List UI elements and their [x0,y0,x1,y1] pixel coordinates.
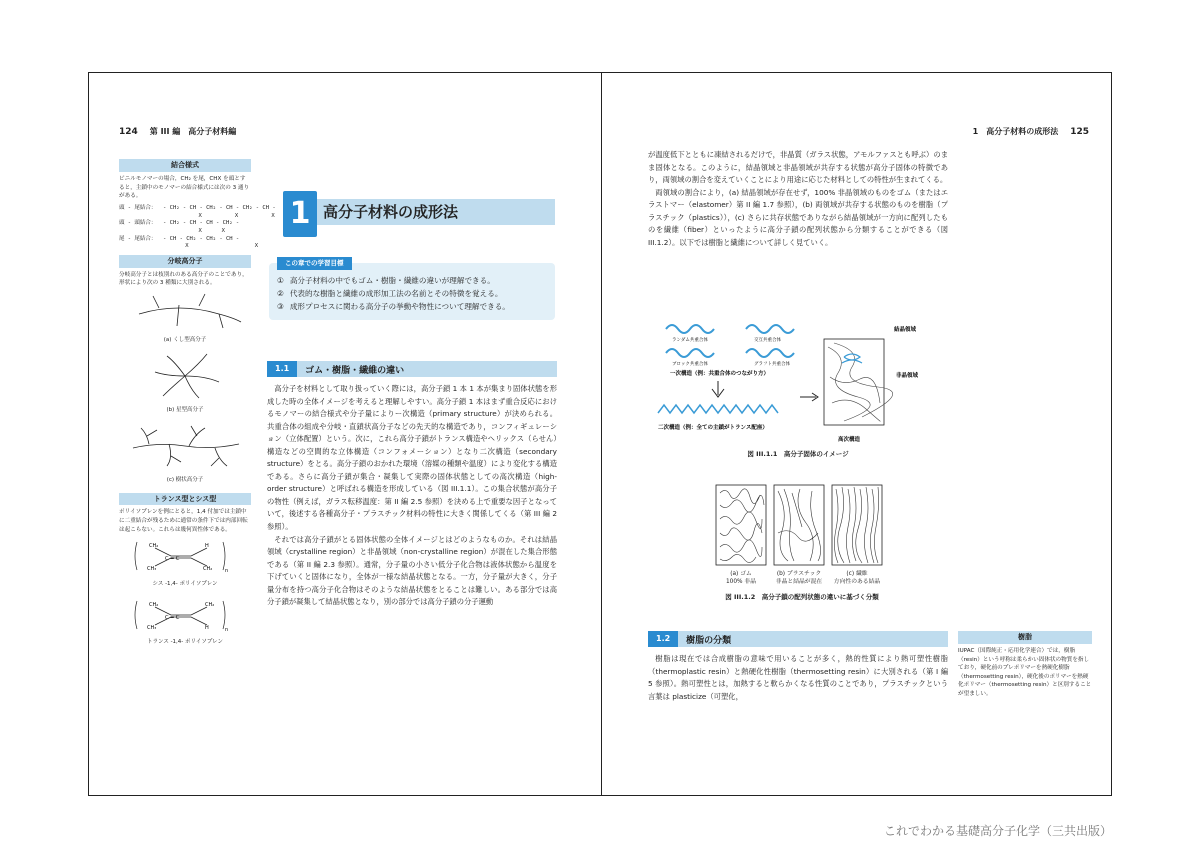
right-page [602,73,1113,795]
figure-caption: 図 III.1.1 高分子固体のイメージ [747,450,849,458]
sidebar-text: IUPAC（国際純正・応用化学連合）では，樹脂（resin）という呼称は柔らかい固体状の物質を指しており，硬化前のプレポリマーを熱硬化樹脂（thermosetting resin），硬化後のポリマーを熱硬化ポリマー（thermosetting resin）と区別することが望ましい。 [958,647,1092,698]
comb-polymer-figure [119,292,251,330]
chapter-heading [271,191,555,237]
section-title: 樹脂の分類 [686,635,732,646]
right-body [648,149,948,249]
page-number: 124 [119,126,138,137]
right-sidebar [958,631,1092,703]
svg-text:n: n [225,568,229,575]
svg-text:CH₂: CH₂ [205,601,215,608]
svg-text:ランダム共重合体: ランダム共重合体 [672,338,708,343]
svg-text:C = C: C = C [165,614,180,621]
svg-text:CH₂: CH₂ [149,543,159,550]
section-number: 1.2 [648,631,678,647]
cis-polyisoprene-structure [119,538,251,574]
body-paragraph: が温度低下とともに凍結されるだけで，非晶質（ガラス状態，アモルファスとも呼ぶ）のまま固体となる。このように，結晶領域と非晶領域が共存する状態が高分子固体の特徴であり，両領域の割合を変えていくことにより用途に応じた材料としての特性が生まれてくる。 [648,150,948,185]
section-1-1 [267,361,557,609]
body-paragraph: それでは高分子鎖がとる固体状態の全体イメージとはどのようなものか。それは結晶領域（crystalline region）と非晶領域（non-crystalline region）が混在した集合形態である（第 II 編 2.3 参照）。通常，分子量の小さい低分子化合物は液体状態から温度を下げていくと固体になり，全体が一様な結晶状態となる。一方，分子量が大きく，分子量分布を持つ高分子化合物はそのような結晶状態をとることは難しい。ある部分では高分子鎖が凝集して結晶状態となり，別の部分では高分子鎖の分子運動 [267,534,557,607]
sidebar-head: 樹脂 [958,631,1092,644]
left-header [119,126,236,137]
sidebar-text: 分岐高分子とは枝別れのある高分子のことであり，形状により次の 3 種類に大別される。 [119,271,248,287]
svg-text:一次構造（例：共重合体のつながり方）: 一次構造（例：共重合体のつながり方） [670,371,770,377]
page-number: 125 [1070,126,1089,137]
sidebar-head: 分岐高分子 [119,255,251,268]
goal-item: ② 代表的な樹脂と繊維の成形加工法の名前とその特徴を覚える。 [277,288,503,298]
running-head: 第 III 編 高分子材料編 [149,127,237,136]
figure-caption: (a) くし型高分子 [163,336,207,343]
svg-text:高次構造: 高次構造 [838,437,861,443]
body-paragraph: 両領域の割合により，(a) 結晶領域が存在せず，100% 非晶領域のものをゴム（またはエラストマー（elastomer）第 II 編 1.7 参照），(b) 両領域が共存する状態のものを樹脂（プラスチック（plastics）），(c) さらに共存状態でありながら結晶領域が一方向に配列したものを繊維（fiber）といったように高分子鎖の配列状態から分類することができる（図 III.1.2）。以下では樹脂と繊維について詳しく見ていく。 [648,187,948,247]
section-number: 1.1 [267,361,297,377]
running-head: 1 高分子材料の成形法 [972,127,1059,136]
svg-text:H: H [205,624,209,631]
section-heading [648,631,948,647]
svg-text:C = C: C = C [165,556,180,563]
svg-text:二次構造（例：全ての主鎖がトランス配座）: 二次構造（例：全ての主鎖がトランス配座） [658,425,768,431]
figure-1-2 [712,483,892,601]
left-page [89,73,601,795]
sidebar-head: トランス型とシス型 [119,493,251,506]
svg-text:CH₂: CH₂ [149,601,159,608]
section-1-2 [648,631,948,703]
goal-item: ① 高分子材料の中でもゴム・樹脂・繊維の違いが理解できる。 [277,276,495,285]
svg-text:CH₂: CH₂ [203,566,213,573]
left-sidebar [119,159,276,655]
goal-item: ③ 成形プロセスに関わる高分子の挙動や物性について理解できる。 [277,301,510,311]
figure-caption: (b) 星型高分子 [166,406,204,413]
svg-text:CH₃: CH₃ [147,566,157,573]
body-paragraph: 高分子を材料として取り扱っていく際には，高分子鎖 1 本 1 本が集まり固体状態を形成した時の全体イメージを考えると理解しやすい。高分子鎖 1 本はまず重合反応におけるモノマーの結合様式や分子量によりー次構造（primary structure）が決められる。共重合体の組成や分岐・直鎖状高分子などの先天的な構造であり，コンフィギュレーション（立体配置）という。次に，これら高分子鎖がトランス構造やヘリックス（らせん）構造などの空間的な立体構造（コンフォメーション）となり二次構造（secondary structure）をとる。高分子鎖のおかれた環境（溶媒の種類や温度）により変化する構造である。さらに高分子鎖が集合・凝集して実際の固体状態としての高次構造（high-order structure）と呼ばれる構造を形成している（図 III.1.1）。この集合状態が高分子の物性（例えば，ガラス転移温度：第 II 編 2.5 参照）を決める上で重要な因子となっていて，後述する各種高分子・プラスチック材料の特性に大きく関係してくる（第 III 編 2 参照）。 [267,384,557,532]
figure-1-1 [648,317,948,463]
body-paragraph: 樹脂は現在では合成樹脂の意味で用いることが多く，熱的性質により熱可塑性樹脂（thermoplastic resin）と熱硬化性樹脂（thermosetting resin）に大別される（第 I 編 5 参照）。熱可塑性とは，加熱すると軟らかくなる性質のことであり，プラスチックという言葉は plasticize（可塑化， [648,654,948,701]
right-header [973,126,1089,137]
svg-text:CH₃: CH₃ [147,624,157,631]
figure-caption: シス -1,4- ポリイソプレン [152,581,218,588]
chapter-number: 1 [283,191,317,237]
svg-text:n: n [225,626,229,633]
footer-credit: これでわかる基礎高分子化学（三共出版） [883,824,1112,838]
svg-text:グラフト共重合体: グラフト共重合体 [754,362,790,367]
svg-text:ブロック共重合体: ブロック共重合体 [672,362,708,367]
figure-caption: (c) 樹状高分子 [166,477,204,484]
section-heading [267,361,557,377]
sidebar-head: 結合様式 [119,159,251,172]
goals-tab: この章での学習目標 [277,257,352,270]
bond-formulas: 頭 - 尾結合： - CH₂ - CH - CH₂ - CH - CH₂ - CH - X X X 頭 - 頭結合： - CH₂ - CH - CH - CH₂ - X X 尾 - 尾結合： - CH - CH₂ - CH₂ - CH - X X [119,204,276,250]
svg-text:結晶領域: 結晶領域 [894,327,917,333]
sidebar-text: ポリイソプレンを例にとると，1,4 付加では主鎖中に二重結合が残るために通常の条件下では内部回転は起こらない。これらは幾何異性体である。 [119,509,248,533]
section-title: ゴム・樹脂・繊維の違い [305,365,405,376]
sidebar-text: ビニルモノマーの場合，CH₂ を尾，CHX を頭とすると，主鎖中のモノマーの結合様式には次の 3 通りがある。 [119,175,250,200]
learning-goals [269,259,555,320]
figure-caption: トランス -1,4- ポリイソプレン [146,639,224,646]
chain-arrangement-figure [712,483,892,567]
figure-labels: (a) ゴム 100% 非晶 (b) プラスチック 非晶と結晶が混在 (c) 繊維 方向性のある結晶 [725,571,881,585]
trans-polyisoprene-structure [119,597,251,633]
star-polymer-figure [119,352,251,400]
chapter-title: 高分子材料の成形法 [311,199,555,225]
figure-caption: 図 III.1.2 高分子鎖の配列状態の違いに基づく分類 [725,593,879,602]
svg-text:H: H [205,543,209,550]
polymer-solid-image [648,317,948,449]
svg-text:交互共重合体: 交互共重合体 [754,338,781,343]
book-spread [88,72,1112,796]
dendritic-polymer-figure [119,422,251,470]
svg-text:非晶領域: 非晶領域 [896,373,919,379]
